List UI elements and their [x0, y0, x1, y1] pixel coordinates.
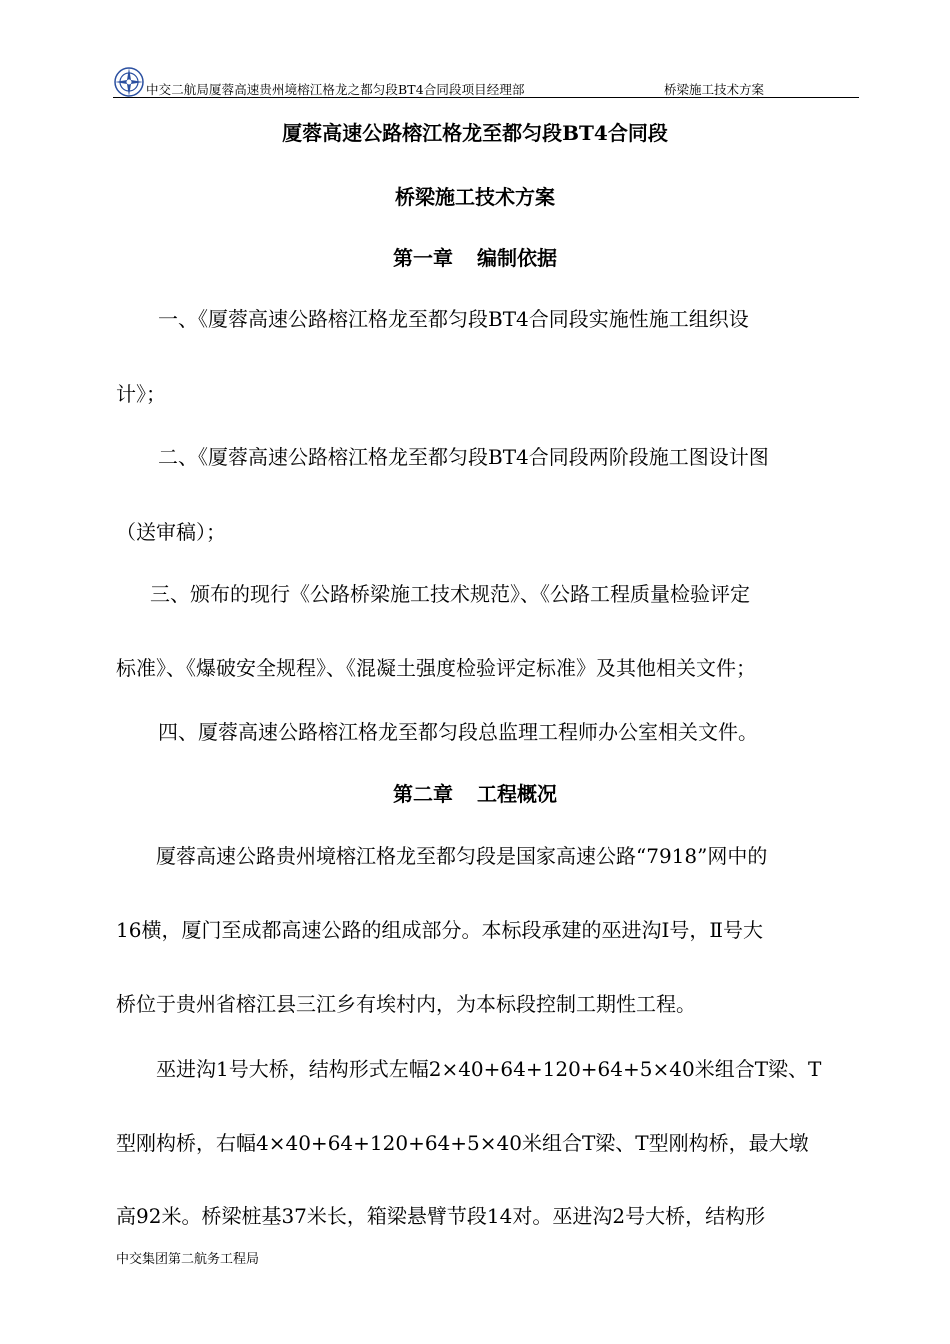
- basis-item-3-line-1: 三、颁布的现行《公路桥梁施工技术规范》、《公路工程质量检验评定: [150, 582, 750, 606]
- chapter-2-heading: [0, 778, 950, 807]
- header-document-name: 桥梁施工技术方案: [664, 82, 765, 97]
- overview-para-1-line-1: 厦蓉高速公路贵州境榕江格龙至都匀段是国家高速公路“7918”网中的: [156, 844, 768, 868]
- overview-para-2-line-2: 型刚构桥，右幅4×40+64+120+64+5×40米组合T梁、T型刚构桥，最大墩: [116, 1131, 809, 1155]
- overview-para-1-line-2: 16横，厦门至成都高速公路的组成部分。本标段承建的巫进沟Ⅰ号，Ⅱ号大: [116, 918, 763, 942]
- footer-organization: 中交集团第二航务工程局: [116, 1252, 260, 1267]
- overview-para-1-line-3: 桥位于贵州省榕江县三江乡有埃村内，为本标段控制工期性工程。: [116, 992, 696, 1016]
- basis-item-2-line-1: 二、《厦蓉高速公路榕江格龙至都匀段BT4合同段两阶段施工图设计图: [158, 445, 769, 469]
- basis-item-4: 四、厦蓉高速公路榕江格龙至都匀段总监理工程师办公室相关文件。: [158, 720, 758, 744]
- overview-para-2-line-3: 高92米。桥梁桩基37米长，箱梁悬臂节段14对。巫进沟2号大桥，结构形: [116, 1204, 766, 1228]
- header-project-name: 中交二航局厦蓉高速贵州境榕江格龙之都匀段BT4合同段项目经理部: [146, 82, 525, 97]
- company-logo-icon: [113, 66, 145, 98]
- document-title: 厦蓉高速公路榕江格龙至都匀段BT4合同段: [282, 121, 668, 145]
- chapter-1-name: 编制依据: [477, 246, 557, 270]
- basis-item-2-line-2: （送审稿）；: [116, 520, 226, 544]
- chapter-1-heading: [0, 242, 950, 271]
- header-divider: [113, 97, 859, 98]
- basis-item-3-line-2: 标准》、《爆破安全规程》、《混凝土强度检验评定标准》及其他相关文件；: [116, 656, 756, 680]
- overview-para-2-line-1: 巫进沟1号大桥，结构形式左幅2×40+64+120+64+5×40米组合T梁、T: [156, 1057, 822, 1081]
- chapter-1-number: 第一章: [393, 246, 453, 270]
- document-subtitle: 桥梁施工技术方案: [395, 185, 555, 209]
- chapter-2-number: 第二章: [393, 782, 453, 806]
- basis-item-1-line-2: 计》；: [116, 382, 166, 406]
- basis-item-1-line-1: 一、《厦蓉高速公路榕江格龙至都匀段BT4合同段实施性施工组织设: [158, 307, 749, 331]
- chapter-2-name: 工程概况: [477, 782, 557, 806]
